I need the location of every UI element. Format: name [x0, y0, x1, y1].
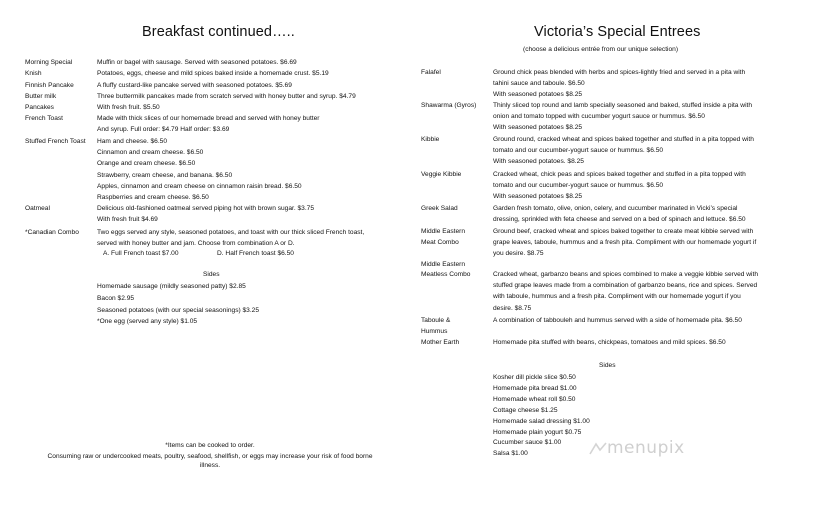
- breakfast-item-name: Pancakes: [25, 104, 54, 111]
- entree-item-name: Shawarma (Gyros): [421, 102, 477, 109]
- breakfast-item-desc: A fluffy custard-like pancake served with seasoned potatoes. $5.69: [97, 82, 292, 89]
- entree-item-desc: Thinly sliced top round and lamb specially seasoned and baked, stuffed inside a pita with: [493, 102, 753, 109]
- entree-item-desc: with taboule, hummus and a fresh pita. Compliment with our homemade yogurt if you: [493, 293, 741, 301]
- breakfast-title: Breakfast continued…..: [142, 24, 295, 40]
- entree-item-name: Taboule &: [421, 317, 451, 324]
- footnote-warning-end: illness.: [199, 462, 221, 469]
- breakfast-item-name: Finnish Pancake: [25, 82, 74, 89]
- entree-item-desc: Cracked wheat, garbanzo beans and spices combined to make a veggie kibbie served with: [493, 271, 759, 278]
- breakfast-item-name: Stuffed French Toast: [25, 138, 86, 145]
- breakfast-item-desc: With fresh fruit. $5.50: [97, 104, 160, 111]
- entree-item-desc: tomato and our cucumber-yogurt sauce or hummus. $6.50: [493, 147, 664, 155]
- entree-item-desc: With seasoned potatoes $8.25: [493, 124, 583, 132]
- combo-a: A. Full French toast $7.00: [103, 250, 179, 257]
- entrees-subtitle: (choose a delicious entrée from our unique selection): [523, 46, 679, 53]
- entree-side-item: Cottage cheese $1.25: [493, 406, 558, 414]
- entree-side-item: Kosher dill pickle slice $0.50: [493, 374, 576, 381]
- breakfast-item-name: Knish: [25, 70, 42, 77]
- footnote-cooked-to-order: *Items can be cooked to order.: [165, 442, 255, 449]
- entree-item-name: Mother Earth: [421, 339, 460, 346]
- breakfast-item-desc: Muffin or bagel with sausage. Served with seasoned potatoes. $6.69: [97, 59, 297, 66]
- entree-item-desc: Ground beef, cracked wheat and spices baked together to create meat kibbie served with: [493, 228, 754, 235]
- entree-item-name: Middle Eastern: [421, 228, 465, 235]
- entree-item-desc: Ground chick peas blended with herbs and spices-lightly fried and served in a pita with: [493, 69, 746, 76]
- breakfast-item-desc: And syrup. Full order: $4.79 Half order: $3.69: [97, 126, 230, 134]
- breakfast-item-desc: Cinnamon and cream cheese. $6.50: [97, 149, 204, 157]
- entree-item-desc: you desire. $8.75: [493, 250, 544, 258]
- entree-item-desc: dressing, sprinkled with feta cheese and served on a bed of spinach and lettuce. $6.50: [493, 216, 746, 224]
- breakfast-side-item: Bacon $2.95: [97, 294, 135, 302]
- breakfast-item-desc: served with honey butter and jam. Choose from combination A or D.: [97, 240, 295, 248]
- entree-side-item: Salsa $1.00: [493, 450, 528, 458]
- entree-item-name: Kibbie: [421, 136, 440, 143]
- entree-side-item: Homemade wheat roll $0.50: [493, 395, 576, 403]
- breakfast-item-name: French Toast: [25, 115, 63, 122]
- entree-item-name-cont: Meat Combo: [421, 239, 459, 246]
- breakfast-item-desc: Raspberries and cream cheese. $6.50: [97, 194, 209, 201]
- entree-item-desc: With seasoned potatoes $8.25: [493, 193, 583, 201]
- watermark-text: menupix: [607, 438, 685, 458]
- entree-item-name: Greek Salad: [421, 205, 458, 212]
- menupix-logo-icon: [588, 442, 608, 456]
- entree-side-item: Homemade salad dressing $1.00: [493, 417, 590, 425]
- breakfast-item-desc: Strawberry, cream cheese, and banana. $6.50: [97, 171, 233, 179]
- entree-item-desc: onion and tomato topped with cucumber yogurt sauce or hummus. $6.50: [493, 113, 705, 121]
- breakfast-item-name: *Canadian Combo: [25, 229, 79, 236]
- entree-item-desc: tahini sauce and taboule. $6.50: [493, 80, 585, 88]
- combo-d: D. Half French toast $6.50: [217, 250, 294, 257]
- entree-item-desc: tomato and our cucumber-yogurt sauce or hummus. $6.50: [493, 182, 664, 190]
- breakfast-side-item: Seasoned potatoes (with our special seasonings) $3.25: [97, 306, 260, 314]
- entree-item-desc: With seasoned potatoes. $8.25: [493, 158, 584, 166]
- entree-sides-title: Sides: [599, 362, 616, 369]
- breakfast-item-desc: Made with thick slices of our homemade bread and served with honey butter: [97, 115, 320, 122]
- breakfast-item-desc: With fresh fruit $4.69: [97, 216, 158, 224]
- entree-item-desc: Homemade pita stuffed with beans, chickpeas, tomatoes and mild spices. $6.50: [493, 339, 726, 346]
- entree-item-desc: Ground round, cracked wheat and spices baked together and stuffed in a pita topped with: [493, 136, 754, 143]
- breakfast-item-name: Butter milk: [25, 93, 57, 100]
- breakfast-item-desc: Two eggs served any style, seasoned potatoes, and toast with our thick sliced French toast,: [97, 229, 365, 236]
- breakfast-item-desc: Ham and cheese. $6.50: [97, 138, 168, 145]
- breakfast-item-desc: Delicious old-fashioned oatmeal served piping hot with brown sugar. $3.75: [97, 205, 314, 212]
- entree-item-name: Falafel: [421, 69, 441, 76]
- breakfast-side-item: Homemade sausage (mildly seasoned patty) $2.85: [97, 283, 246, 290]
- entree-item-desc: grape leaves, taboule, hummus and a fresh pita. Compliment with our homemade yogurt if: [493, 239, 757, 247]
- footnote-warning: Consuming raw or undercooked meats, poultry, seafood, shellfish, or eggs may increase your risk of food borne: [47, 453, 373, 460]
- entree-side-item: Homemade plain yogurt $0.75: [493, 428, 582, 436]
- breakfast-sides-title: Sides: [203, 271, 220, 278]
- entree-item-name: Middle Eastern: [421, 261, 465, 268]
- entree-item-desc: Garden fresh tomato, olive, onion, celery, and cucumber marinated in Vicki’s special: [493, 205, 738, 212]
- breakfast-item-desc: Three buttermilk pancakes made from scratch served with honey butter and syrup. $4.79: [97, 93, 356, 100]
- entree-item-desc: A combination of tabbouleh and hummus served with a side of homemade pita. $6.50: [493, 317, 742, 324]
- entree-item-name-cont: Hummus: [421, 328, 448, 335]
- entree-item-desc: stuffed grape leaves made from a combination of garbanzo beans, rice and spices. Served: [493, 282, 758, 290]
- entree-item-name: Veggie Kibbie: [421, 171, 462, 178]
- breakfast-item-desc: Orange and cream cheese. $6.50: [97, 160, 196, 168]
- entree-side-item: Cucumber sauce $1.00: [493, 439, 562, 447]
- entrees-title: Victoria’s Special Entrees: [534, 24, 701, 40]
- breakfast-item-desc: Apples, cinnamon and cream cheese on cinnamon raisin bread. $6.50: [97, 182, 302, 190]
- breakfast-item-desc: Potatoes, eggs, cheese and mild spices baked inside a homemade crust. $5.19: [97, 70, 329, 77]
- entree-item-desc: Cracked wheat, chick peas and spices baked together and stuffed in a pita topped with: [493, 171, 746, 178]
- entree-item-name-cont: Meatless Combo: [421, 271, 471, 278]
- breakfast-item-name: Oatmeal: [25, 205, 50, 212]
- entree-side-item: Homemade pita bread $1.00: [493, 384, 577, 392]
- entree-item-desc: desire. $8.75: [493, 304, 532, 312]
- breakfast-side-item: *One egg (served any style) $1.05: [97, 318, 198, 326]
- breakfast-item-name: Morning Special: [25, 59, 73, 66]
- entree-item-desc: With seasoned potatoes $8.25: [493, 91, 583, 99]
